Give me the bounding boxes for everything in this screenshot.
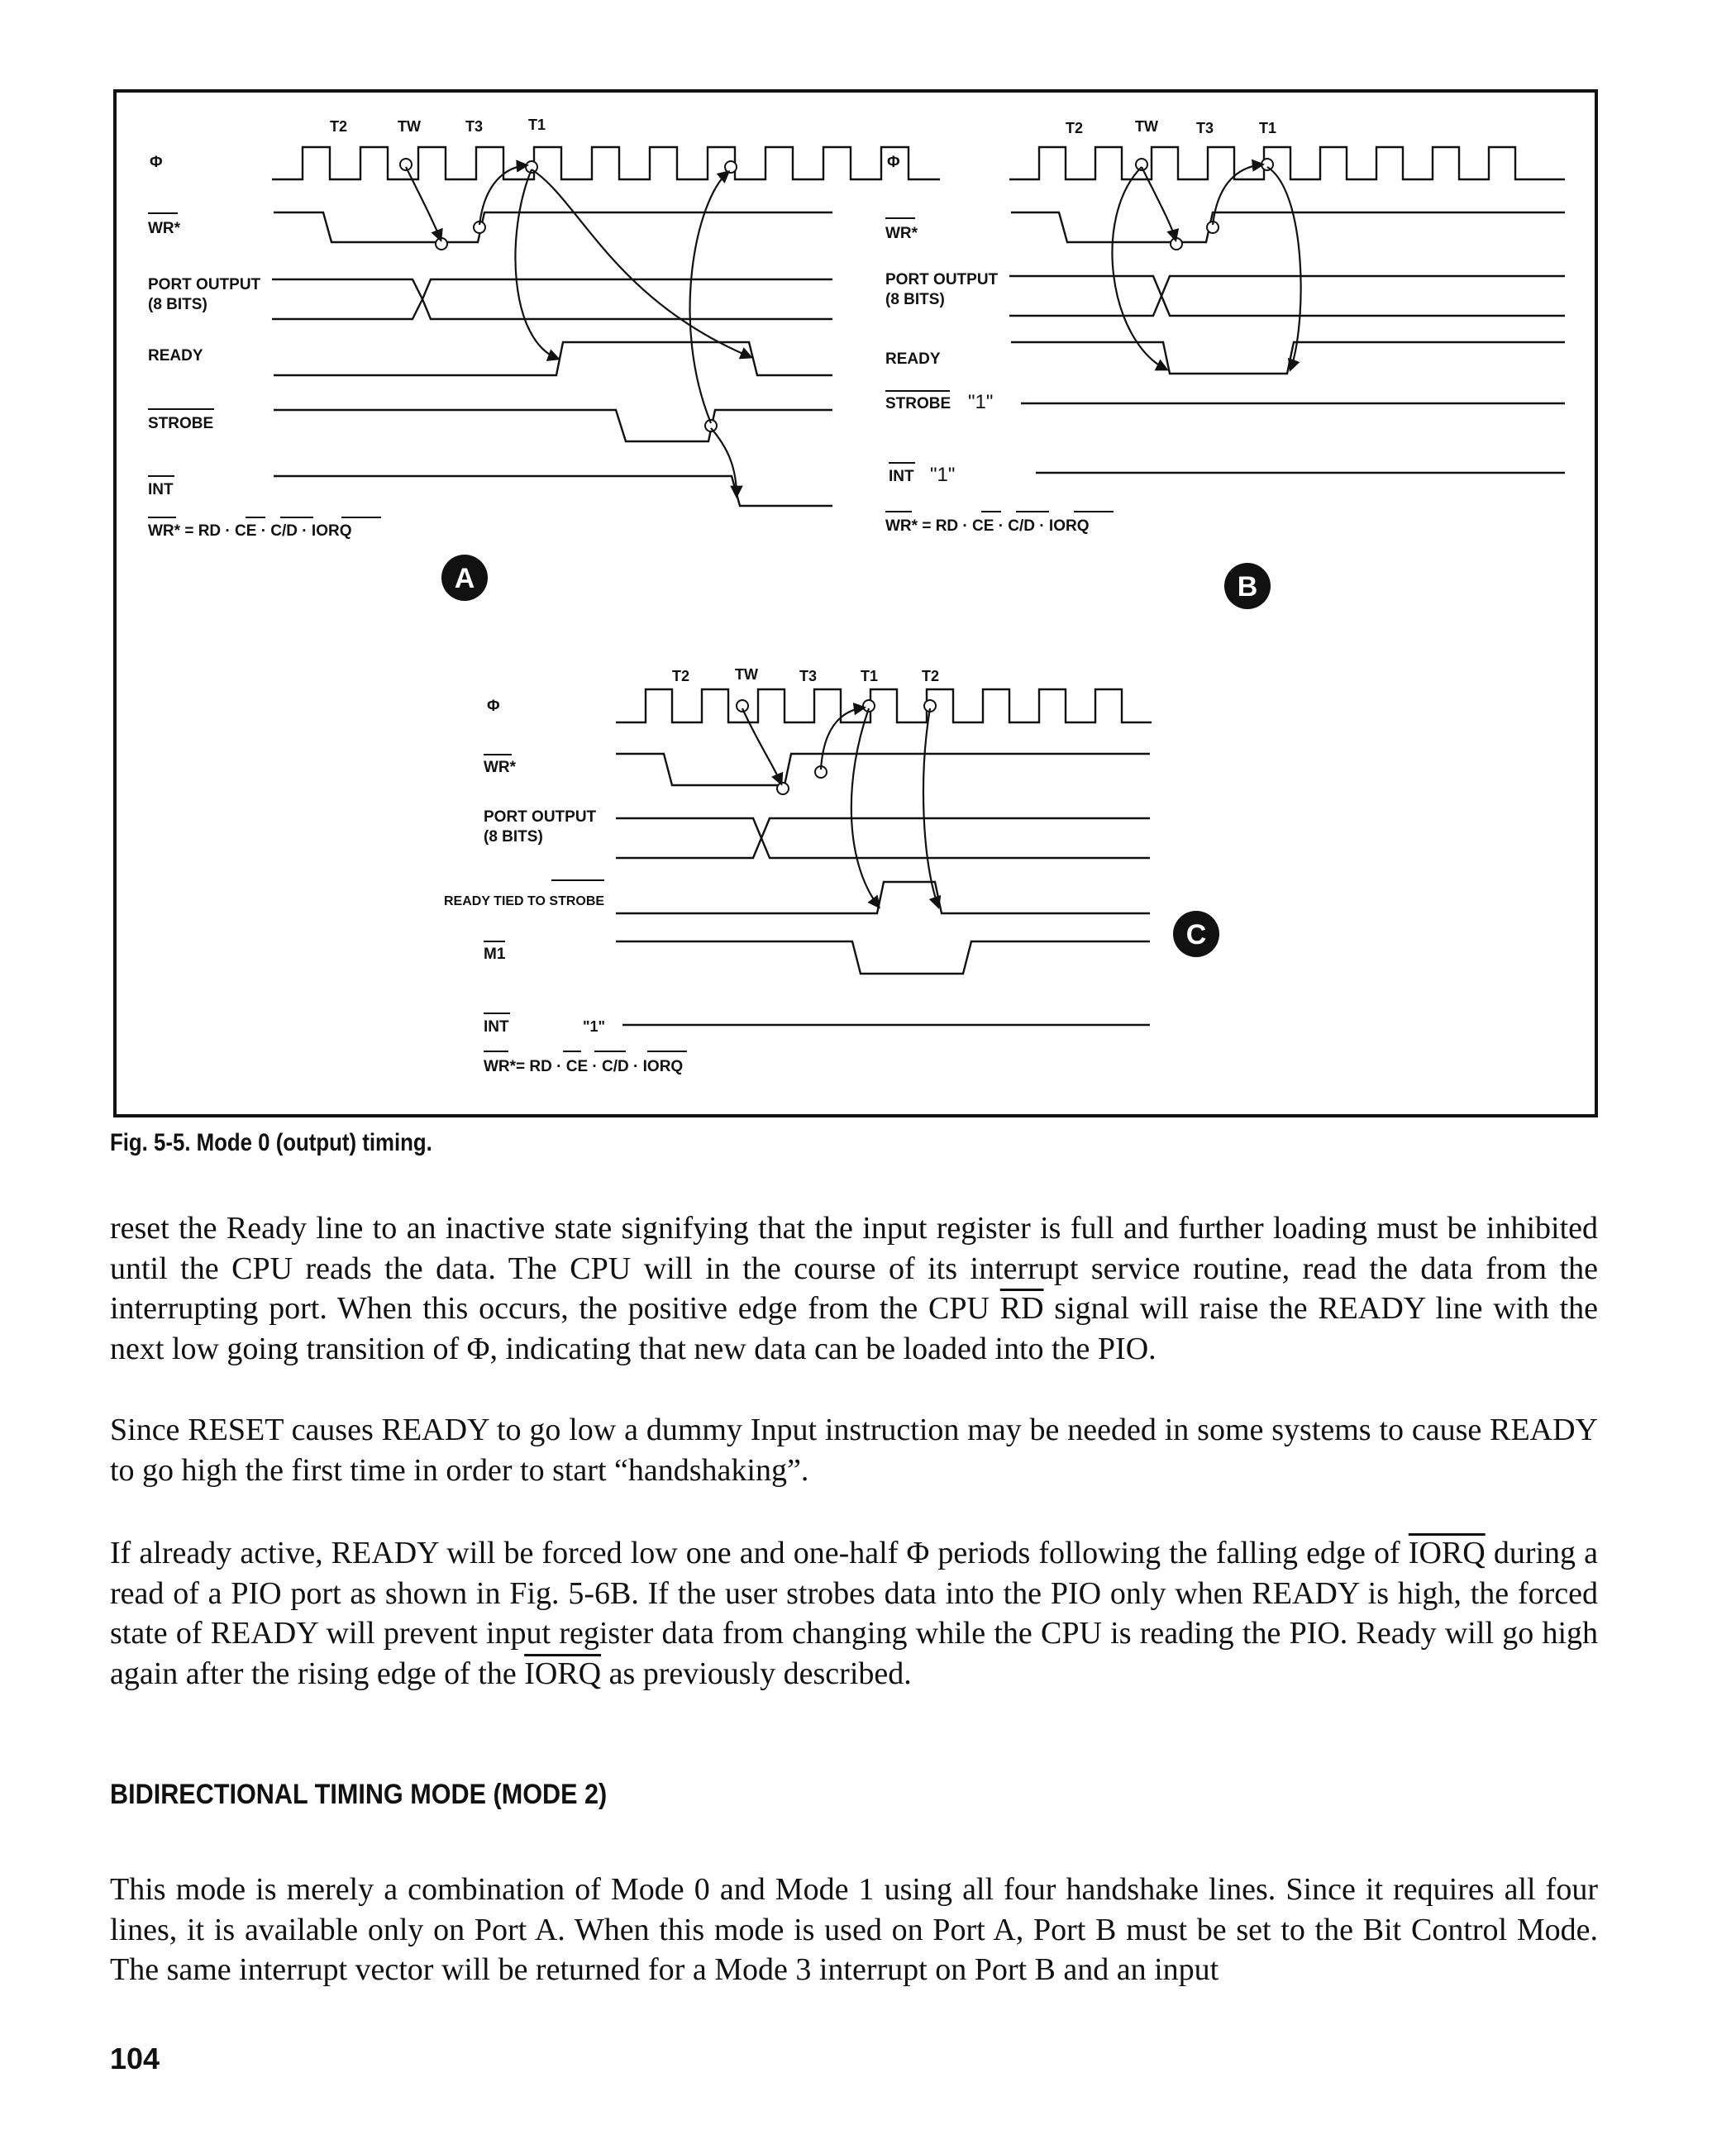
tick-label: T3 [1196,120,1214,136]
paragraph-1-text-a: reset the Ready line to an inactive state signifying that the input register is full and further loading must be inhibited until the CPU reads the data. The CPU will in the course of its interrupt service routine, read the data from the interrupting port. When this occurs, the positive edge from the CPU [110,1211,1598,1326]
wr-label: WR* [148,220,181,237]
panel-c [444,666,1219,1075]
paragraph-1 [110,1208,1598,1369]
tick-label: T2 [330,118,348,135]
wr-label: WR* [484,759,517,776]
equation-label: WR* = RD · CE · C/D · IORQ [885,517,1090,535]
strobe-label: STROBE [148,415,214,432]
timing-figure [113,89,1598,1117]
phi-label: Φ [150,154,163,171]
int-label: INT [484,1018,509,1036]
port-output-label: PORT OUTPUT [885,271,999,288]
tick-label: T2 [672,668,690,684]
ready-label: READY [148,347,203,365]
phi-label: Φ [887,154,900,171]
port-output-label: PORT OUTPUT [484,808,597,826]
iorq-signal: IORQ [1408,1536,1486,1570]
section-heading: BIDIRECTIONAL TIMING MODE (MODE 2) [110,1779,608,1810]
ready-label: READY [885,350,941,368]
paragraph-2: Since RESET causes READY to go low a dummy Input instruction may be needed in some systems to cause READY to go high the first time in order to start “handshaking”. [110,1413,1598,1488]
tick-label: T1 [861,668,879,684]
page-number: 104 [110,2042,160,2075]
port-output-bits-label: (8 BITS) [885,291,945,308]
wr-label: WR* [885,225,918,242]
paragraph-3 [110,1533,1598,1694]
paragraph-3-text-a: If already active, READY will be forced low one and one-half Φ periods following the falling edge of [110,1536,1400,1570]
ready-tied-label: READY TIED TO STROBE [444,894,605,908]
panel-a [148,117,940,601]
panel-a-badge-letter: A [454,563,475,594]
tick-label: T1 [528,117,546,133]
strobe-label: STROBE [885,395,951,412]
port-output-bits-label: (8 BITS) [484,828,543,846]
iorq-signal: IORQ [524,1656,602,1691]
tick-label: T3 [465,118,484,135]
panel-b-badge-letter: B [1237,571,1258,603]
strobe-value: "1" [968,391,994,413]
panel-b [885,118,1565,609]
paragraph-3-text-c: as previously described. [608,1656,912,1691]
phi-label: Φ [487,698,500,715]
tick-label: TW [398,118,421,135]
int-label: INT [148,481,174,498]
int-value: "1" [930,464,956,486]
paragraph-4: This mode is merely a combination of Mode 0 and Mode 1 using all four handshake lines. Since it requires all four lines, it is available only on Port A. When this mode is used on Port A, Port B must be set to the Bit Control Mode. The same interrupt vector will be returned for a Mode 3 interrupt on Port B and an input [110,1872,1598,1987]
int-label: INT [889,468,914,485]
tick-label: T2 [922,668,940,684]
tick-label: T2 [1066,120,1084,136]
int-value: "1" [583,1018,606,1035]
timing-diagram-svg [117,93,1601,1121]
tick-label: T1 [1259,120,1277,136]
equation-label: WR* = RD · CE · C/D · IORQ [148,522,352,540]
tick-label: T3 [799,668,818,684]
paragraph-1-text-b: signal will raise the READY line with the next low going transition of Φ, indicating that new data can be loaded into the PIO. [110,1291,1599,1366]
paragraph-3-text-b: during a read of a PIO port as shown in Fig. 5-6B. If the user strobes data into the PIO only when READY is high, the forced state of READY will prevent input register data from changing while the CPU is reading the PIO. Ready will go high again after the rising edge of the [110,1536,1599,1691]
tick-label: TW [1135,118,1158,135]
m1-label: M1 [484,946,506,963]
figure-caption: Fig. 5-5. Mode 0 (output) timing. [110,1129,432,1156]
rd-signal: $\overline{RD}$ [999,1291,1044,1326]
equation-label: WR*= RD · CE · C/D · IORQ [484,1058,684,1075]
panel-c-badge-letter: C [1185,919,1207,951]
port-output-label: PORT OUTPUT [148,276,261,293]
port-output-bits-label: (8 BITS) [148,296,207,313]
tick-label: TW [735,666,758,683]
